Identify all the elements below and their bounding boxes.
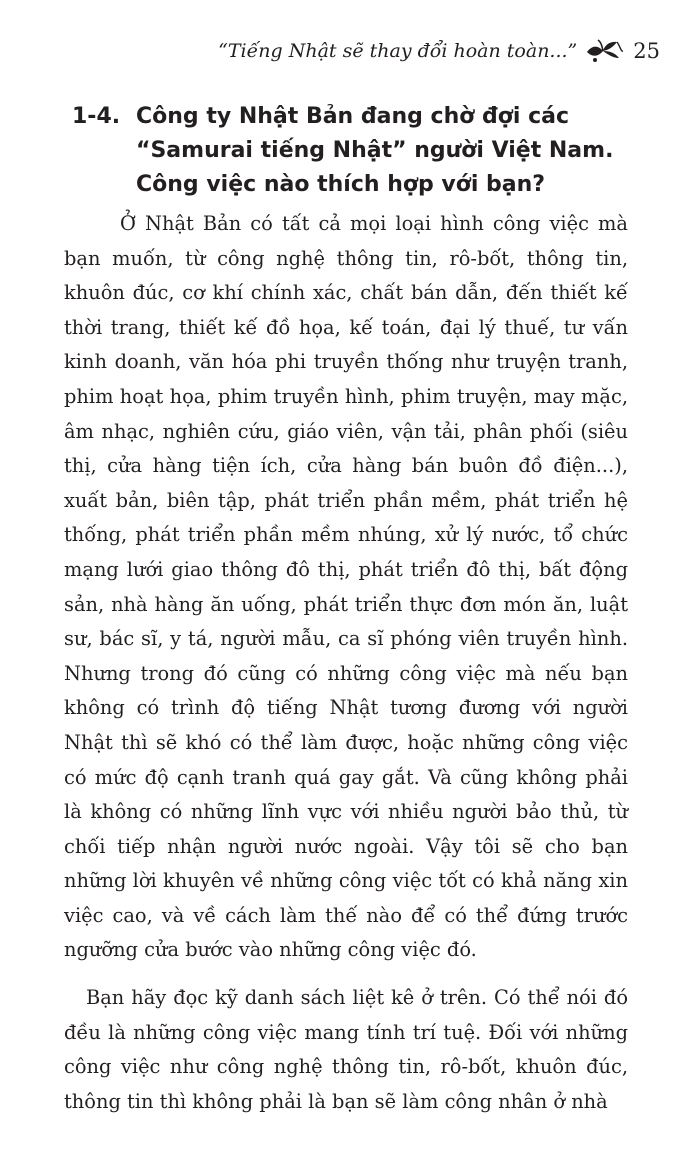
floral-ornament-icon	[585, 38, 625, 64]
section-heading	[72, 100, 662, 202]
section-title: Công ty Nhật Bản đang chờ đợi các “Samurai tiếng Nhật” người Việt Nam. Công việc nào thích hợp với bạn?	[136, 104, 614, 197]
section-number: 1-4.	[72, 104, 121, 129]
paragraph-2: Bạn hãy đọc kỹ danh sách liệt kê ở trên. Có thể nói đó đều là những công việc mang tính trí tuệ. Đối với những công việc như công nghệ thông tin, rô-bốt, khuôn đúc, thông tin thì không phải là bạn sẽ làm công nhân ở nhà	[64, 986, 628, 1113]
running-head-title: “Tiếng Nhật sẽ thay đổi hoàn toàn...”	[218, 40, 578, 62]
running-head	[218, 38, 660, 64]
body-text	[64, 207, 628, 1132]
paragraph-1: Ở Nhật Bản có tất cả mọi loại hình công việc mà bạn muốn, từ công nghệ thông tin, rô-bốt, thông tin, khuôn đúc, cơ khí chính xác, chất bán dẫn, đến thiết kế thời trang, thiết kế đồ họa, kế toán, đại lý thuế, tư vấn kinh doanh, văn hóa phi truyền thống như truyện tranh, phim hoạt họa, phim truyền hình, phim truyện, may mặc, âm nhạc, nghiên cứu, giáo viên, vận tải, phân phối (siêu thị, cửa hàng tiện ích, cửa hàng bán buôn đồ điện...), xuất bản, biên tập, phát triển phần mềm, phát triển hệ thống, phát triển phần mềm nhúng, xử lý nước, tổ chức mạng lưới giao thông đô thị, phát triển đô thị, bất động sản, nhà hàng ăn uống, phát triển thực đơn món ăn, luật sư, bác sĩ, y tá, người mẫu, ca sĩ phóng viên truyền hình. Nhưng trong đó cũng có những công việc mà nếu bạn không có trình độ tiếng Nhật tương đương với người Nhật thì sẽ khó có thể làm được, hoặc những công việc có mức độ cạnh tranh quá gay gắt. Và cũng không phải là không có những lĩnh vực với nhiều người bảo thủ, từ chối tiếp nhận người nước ngoài. Vậy tôi sẽ cho bạn những lời khuyên về những công việc tốt có khả năng xin việc cao, và về cách làm thế nào để có thể đứng trước ngưỡng cửa bước vào những công việc đó.	[64, 212, 628, 962]
page-number: 25	[633, 39, 660, 63]
